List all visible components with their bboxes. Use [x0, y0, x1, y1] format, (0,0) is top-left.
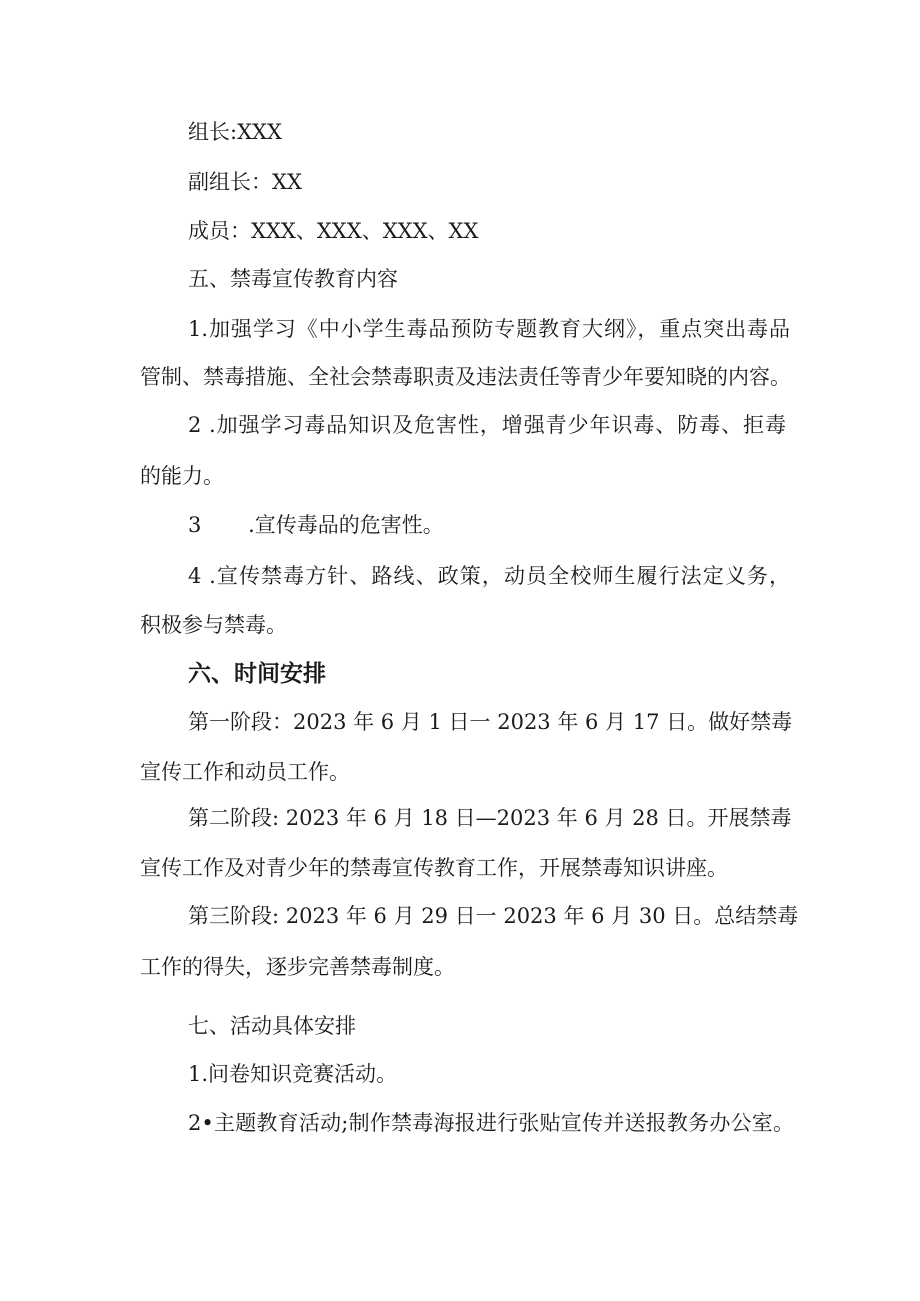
- section5-item3: 3 .宣传毒品的危害性。: [188, 513, 444, 537]
- phase3-line2: 工作的得失，逐步完善禁毒制度。: [140, 955, 455, 979]
- section7-heading: 七、活动具体安排: [188, 1014, 356, 1038]
- section5-item2-line2: 的能力。: [140, 464, 224, 488]
- section5-item1-line1: 1.加强学习《中小学生毒品预防专题教育大纲》，重点突出毒品: [188, 317, 790, 341]
- group-members: 成员：XXX、XXX、XXX、XX: [188, 219, 479, 243]
- phase2-line1: 第二阶段: 2023 年 6 月 18 日—2023 年 6 月 28 日。开展禁毒: [188, 806, 792, 830]
- phase1-line1: 第一阶段：2023 年 6 月 1 日一 2023 年 6 月 17 日。做好禁毒: [188, 710, 793, 734]
- section5-item4-line2: 积极参与禁毒。: [140, 613, 287, 637]
- section7-item1: 1.问卷知识竞赛活动。: [188, 1062, 398, 1086]
- group-leader: 组长:XXX: [188, 120, 282, 144]
- section7-item2: 2•主题教育活动;制作禁毒海报进行张贴宣传并送报教务办公室。: [188, 1111, 794, 1135]
- section6-heading: 六、时间安排: [188, 661, 326, 687]
- section5-item2-line1: 2 .加强学习毒品知识及危害性，增强青少年识毒、防毒、拒毒: [188, 413, 786, 437]
- section5-heading: 五、禁毒宣传教育内容: [188, 267, 398, 291]
- deputy-leader: 副组长：XX: [188, 170, 302, 194]
- section5-item1-line2: 管制、禁毒措施、全社会禁毒职责及违法责任等青少年要知晓的内容。: [140, 365, 791, 389]
- section5-item4-line1: 4 .宣传禁毒方针、路线、政策，动员全校师生履行法定义务，: [188, 564, 790, 588]
- phase3-line1: 第三阶段: 2023 年 6 月 29 日一 2023 年 6 月 30 日。总结禁毒: [188, 904, 799, 928]
- phase2-line2: 宣传工作及对青少年的禁毒宣传教育工作，开展禁毒知识讲座。: [140, 856, 728, 880]
- phase1-line2: 宣传工作和动员工作。: [140, 760, 350, 784]
